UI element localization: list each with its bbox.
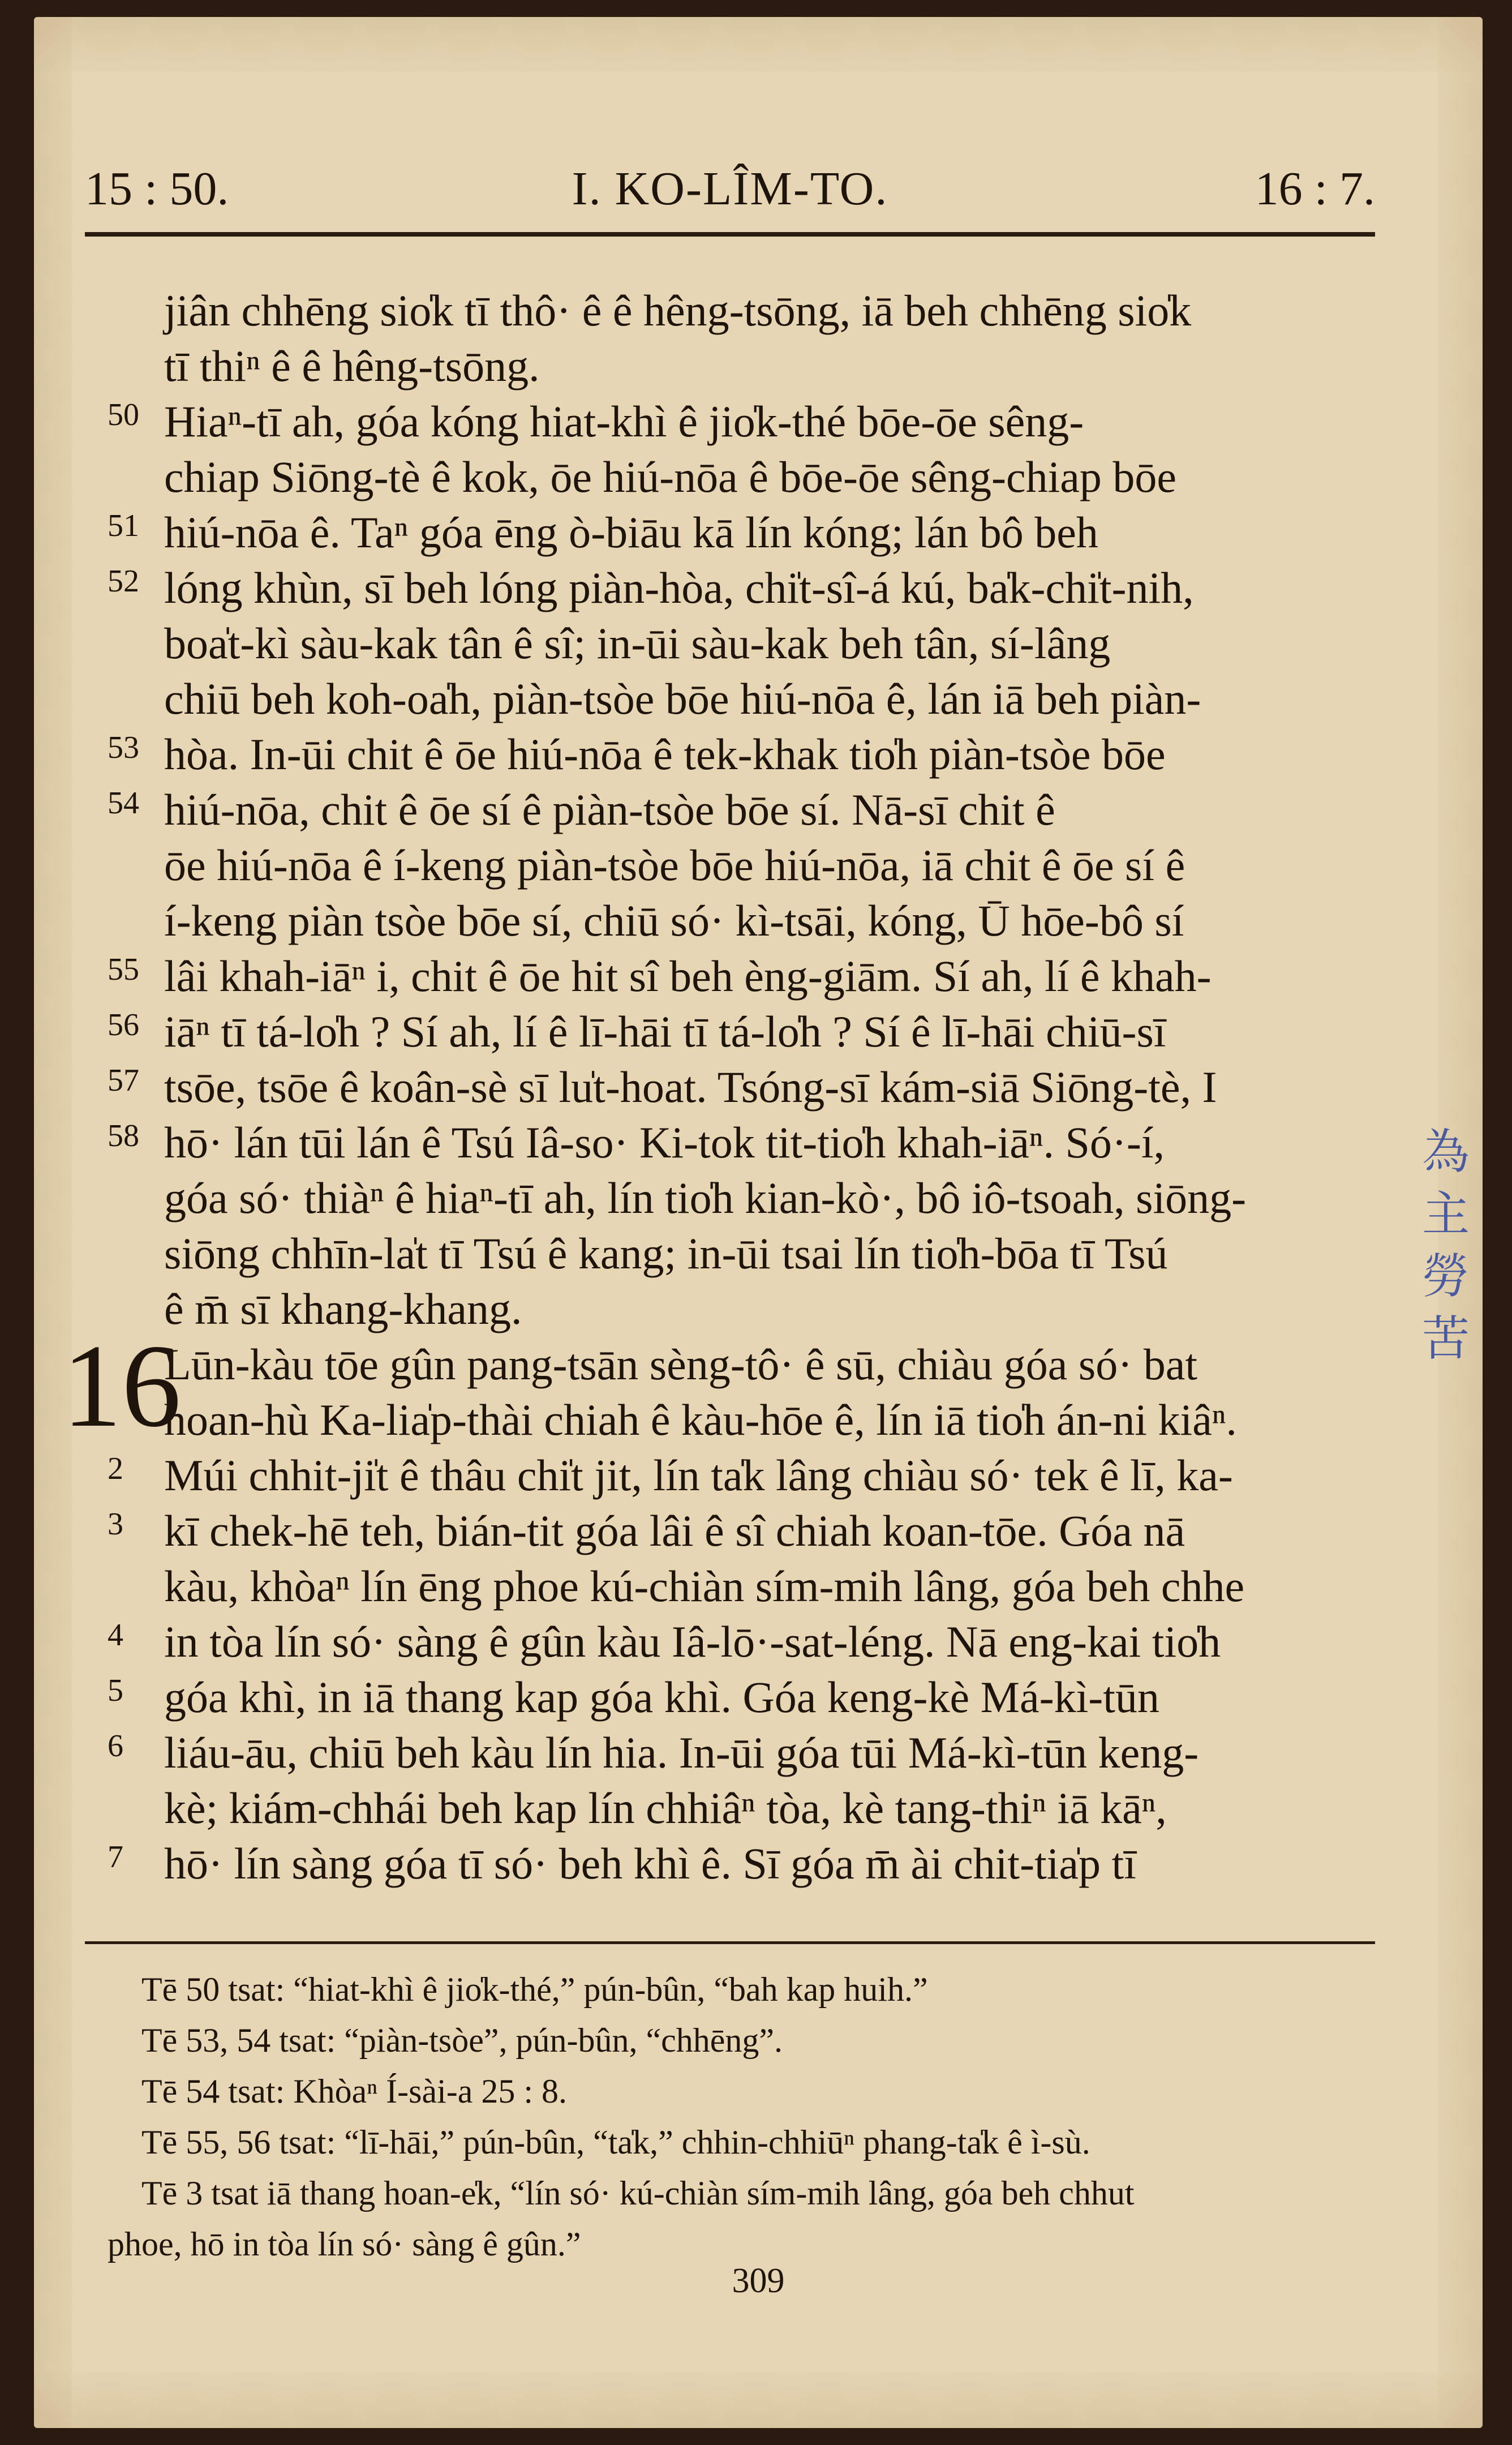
annotation-character: 為 [1421, 1124, 1470, 1179]
text-line [85, 1170, 1375, 1226]
text-line [85, 505, 1375, 560]
page-number: 309 [732, 2262, 785, 2300]
line-text: in tòa lín só· sàng ê gûn kàu Iâ-lō·-sat-léng. Nā eng-kai tio̍h [164, 1617, 1221, 1666]
text-line [85, 394, 1375, 449]
line-text: ê m̄ sī khang-khang. [164, 1284, 522, 1333]
verse-number: 4 [108, 1618, 123, 1653]
chapter-number: 16 [62, 1320, 181, 1452]
verse-number: 2 [108, 1451, 123, 1486]
text-line [85, 1226, 1375, 1281]
line-text: boa̍t-kì sàu-kak tân ê sî; in-ūi sàu-kak beh tân, sí-lâng [164, 619, 1111, 668]
verse-number: 57 [108, 1063, 139, 1098]
running-header [85, 161, 1375, 224]
header-rule [85, 232, 1375, 237]
text-line [85, 1281, 1375, 1337]
text-line [85, 1781, 1375, 1836]
line-text: ōe hiú-nōa ê í-keng piàn-tsòe bōe hiú-nōa, iā chit ê ōe sí ê [164, 840, 1185, 890]
line-text: iāⁿ tī tá-lo̍h ? Sí ah, lí ê lī-hāi tī tá-lo̍h ? Sí ê lī-hāi chiū-sī [164, 1007, 1166, 1056]
line-text: Hiaⁿ-tī ah, góa kóng hiat-khì ê jio̍k-thé bōe-ōe sêng- [164, 397, 1084, 446]
line-text: góa khì, in iā thang kap góa khì. Góa keng-kè Má-kì-tūn [164, 1672, 1159, 1722]
line-text: hòa. In-ūi chit ê ōe hiú-nōa ê tek-khak tio̍h piàn-tsòe bōe [164, 730, 1166, 779]
line-text: í-keng piàn tsòe bōe sí, chiū só· kì-tsāi, kóng, Ū hōe-bô sí [164, 896, 1184, 945]
annotation-character: 勞 [1421, 1249, 1470, 1304]
line-text: Múi chhit-ji̍t ê thâu chi̍t jit, lín ta̍k lâng chiàu só· tek ê lī, ka- [164, 1451, 1233, 1500]
text-line [85, 671, 1375, 727]
line-text: chiap Siōng-tè ê kok, ōe hiú-nōa ê bōe-ōe sêng-chiap bōe [164, 452, 1177, 501]
verse-number: 6 [108, 1728, 123, 1764]
text-line [85, 893, 1375, 949]
footnote: Tē 50 tsat: “hiat-khì ê jio̍k-thé,” pún-bûn, “bah kap huih.” [141, 1971, 928, 2008]
verse-number: 52 [108, 564, 139, 599]
line-text: hoan-hù Ka-lia̍p-thài chiah ê kàu-hōe ê, lín iā tio̍h án-ni kiâⁿ. [164, 1395, 1237, 1444]
text-line [85, 1503, 1375, 1559]
text-line [85, 1448, 1375, 1503]
text-line [85, 616, 1375, 671]
handwritten-annotation [1415, 1121, 1477, 1370]
verse-number: 58 [108, 1118, 139, 1153]
scripture-text [62, 283, 1375, 1891]
text-line [85, 838, 1375, 893]
line-text: góa só· thiàⁿ ê hiaⁿ-tī ah, lín tio̍h kian-kò·, bô iô-tsoah, siōng- [164, 1173, 1247, 1222]
line-text: siōng chhīn-la̍t tī Tsú ê kang; in-ūi tsai lín tio̍h-bōa tī Tsú [164, 1229, 1168, 1278]
header-book-title: I. KO-LÎM-TO. [572, 162, 888, 215]
line-text: hō· lín sàng góa tī só· beh khì ê. Sī góa m̄ ài chit-tia̍p tī [164, 1839, 1136, 1888]
line-text: tī thiⁿ ê ê hêng-tsōng. [164, 341, 540, 391]
header-left-reference: 15 : 50. [85, 162, 229, 215]
text-line [85, 449, 1375, 505]
text-line [85, 1060, 1375, 1115]
text-line [85, 1614, 1375, 1670]
footnote: Tē 54 tsat: Khòaⁿ Í-sài-a 25 : 8. [141, 2073, 568, 2110]
line-text: kī chek-hē teh, bián-tit góa lâi ê sî chiah koan-tōe. Góa nā [164, 1506, 1185, 1555]
verse-number: 5 [108, 1673, 123, 1708]
text-line [85, 1392, 1375, 1448]
footnote: Tē 53, 54 tsat: “piàn-tsòe”, pún-bûn, “chhēng”. [141, 2022, 783, 2059]
line-text: kàu, khòaⁿ lín ēng phoe kú-chiàn sím-mih lâng, góa beh chhe [164, 1562, 1245, 1611]
footnote: Tē 55, 56 tsat: “lī-hāi,” pún-bûn, “ta̍k,” chhin-chhiūⁿ phang-ta̍k ê ì-sù. [141, 2124, 1090, 2161]
text-line [85, 560, 1375, 616]
footnote: phoe, hō in tòa lín só· sàng ê gûn.” [108, 2225, 581, 2263]
text-line [85, 1559, 1375, 1614]
line-text: kè; kiám-chhái beh kap lín chhiâⁿ tòa, kè tang-thiⁿ iā kāⁿ, [164, 1783, 1167, 1833]
line-text: tsōe, tsōe ê koân-sè sī lu̍t-hoat. Tsóng-sī kám-siā Siōng-tè, I [164, 1062, 1217, 1112]
line-text: hō· lán tūi lán ê Tsú Iâ-so· Ki-tok tit-tio̍h khah-iāⁿ. Só·-í, [164, 1118, 1165, 1167]
text-line [85, 338, 1375, 394]
annotation-character: 主 [1421, 1186, 1470, 1242]
line-text: chiū beh koh-oa̍h, piàn-tsòe bōe hiú-nōa ê, lán iā beh piàn- [164, 674, 1201, 723]
line-text: Lūn-kàu tōe gûn pang-tsān sèng-tô· ê sū, chiàu góa só· bat [164, 1340, 1197, 1389]
verse-number: 3 [108, 1507, 123, 1542]
text-line [85, 949, 1375, 1004]
verse-number: 56 [108, 1007, 139, 1043]
header-right-reference: 16 : 7. [1255, 162, 1375, 215]
text-line [85, 1004, 1375, 1060]
footnotes [85, 1964, 1375, 2270]
verse-number: 7 [108, 1839, 123, 1874]
text-line [85, 283, 1375, 338]
verse-number: 51 [108, 508, 139, 543]
line-text: hiú-nōa ê. Taⁿ góa ēng ò-biāu kā lín kóng; lán bô beh [164, 508, 1098, 557]
line-text: liáu-āu, chiū beh kàu lín hia. In-ūi góa tūi Má-kì-tūn keng- [164, 1728, 1199, 1777]
line-text: hiú-nōa, chit ê ōe sí ê piàn-tsòe bōe sí. Nā-sī chit ê [164, 785, 1055, 834]
verse-number: 53 [108, 730, 139, 765]
text-line [85, 1836, 1375, 1891]
text-line [85, 782, 1375, 838]
footnote-rule [85, 1941, 1375, 1944]
book-page [34, 17, 1483, 2428]
verse-number: 54 [108, 786, 139, 821]
text-line [85, 727, 1375, 782]
annotation-character: 苦 [1421, 1311, 1470, 1366]
line-text: jiân chhēng sio̍k tī thô· ê ê hêng-tsōng, iā beh chhēng sio̍k [164, 286, 1192, 335]
line-text: lóng khùn, sī beh lóng piàn-hòa, chi̍t-sî-á kú, ba̍k-chi̍t-nih, [164, 563, 1194, 612]
text-line [85, 1725, 1375, 1781]
verse-number: 55 [108, 952, 139, 987]
text-line [85, 1115, 1375, 1170]
footnote: Tē 3 tsat iā thang hoan-e̍k, “lín só· kú-chiàn sím-mih lâng, góa beh chhut [141, 2174, 1135, 2212]
verse-number: 50 [108, 397, 139, 432]
line-text: lâi khah-iāⁿ i, chit ê ōe hit sî beh èng-giām. Sí ah, lí ê khah- [164, 951, 1212, 1001]
text-line [85, 1670, 1375, 1725]
